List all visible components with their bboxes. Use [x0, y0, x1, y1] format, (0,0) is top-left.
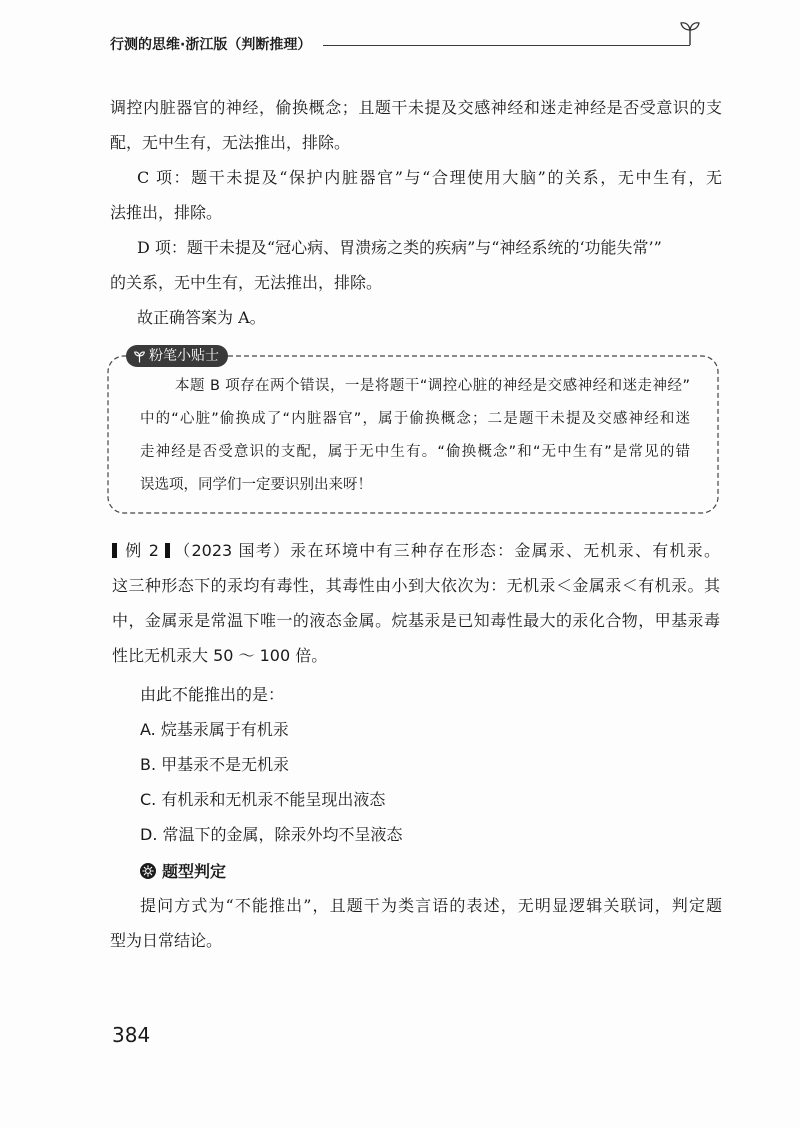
- text-line: 汞在环境中有三种存在形态：金属汞、无机汞、有机汞。: [290, 541, 720, 560]
- analysis-paragraph-option-c: [110, 160, 722, 230]
- running-header: 行测的思维·浙江版（判断推理）: [110, 37, 312, 53]
- option-c: C. 有机汞和无机汞不能呈现出液态: [140, 790, 386, 809]
- answer-analysis: [110, 90, 722, 335]
- example-first-line: [112, 533, 720, 568]
- header-rule: [323, 45, 690, 46]
- page-number: 384: [112, 1023, 151, 1047]
- tip-line: 中的“心脏”偷换成了“内脏器官”，属于偷换概念；二是题干未提及交感神经和迷: [140, 411, 690, 427]
- question-and-options: [140, 677, 403, 852]
- example-source: （2023 国考）: [172, 541, 291, 560]
- text-line: 故正确答案为 A。: [137, 308, 266, 327]
- analysis-paragraph-option-d: [110, 230, 722, 300]
- question-type-analysis: [110, 888, 722, 958]
- tip-label: [126, 345, 228, 367]
- sun-icon: [140, 863, 156, 879]
- question-prompt: 由此不能推出的是：: [140, 685, 285, 704]
- option-a: A. 烷基汞属于有机汞: [140, 720, 289, 739]
- text-line: C 项：题干未提及“保护内脏器官”与“合理使用大脑”的关系，无中生有，无: [137, 168, 722, 187]
- text-line: 性比无机汞大 50 ～ 100 倍。: [112, 646, 328, 665]
- tip-content: [140, 370, 690, 502]
- text-line: 调控内脏器官的神经，偷换概念；且题干未提及交感神经和迷走神经是否受意识的支: [110, 98, 722, 117]
- text-line: 提问方式为“不能推出”，且题干为类言语的表述，无明显逻辑关联词，判定题: [140, 896, 722, 915]
- example-bracket-right: [165, 543, 170, 558]
- text-line: 法推出，排除。: [110, 203, 223, 222]
- section-heading-text: 题型判定: [162, 862, 227, 881]
- example-stem: [112, 533, 720, 673]
- section-heading: [140, 853, 226, 888]
- option-d: D. 常温下的金属，除汞外均不呈液态: [140, 825, 403, 844]
- example-tag: 例 2: [124, 541, 159, 560]
- tip-line: 误选项，同学们一定要识别出来呀！: [140, 477, 372, 493]
- correct-answer: [110, 300, 722, 335]
- analysis-paragraph: [110, 90, 722, 160]
- option-b: B. 甲基汞不是无机汞: [140, 755, 290, 774]
- example-bracket-left: [112, 543, 117, 558]
- text-line: 这三种形态下的汞均有毒性，其毒性由小到大依次为：无机汞＜金属汞＜有机汞。其: [112, 576, 720, 595]
- text-line: 配，无中生有，无法推出，排除。: [110, 133, 351, 152]
- sprout-icon: [133, 350, 146, 363]
- tip-line: 走神经是否受意识的支配，属于无中生有。“偷换概念”和“无中生有”是常见的错: [140, 444, 690, 460]
- tip-line: 本题 B 项存在两个错误，一是将题干“调控心脏的神经是交感神经和迷走神经”: [175, 378, 690, 394]
- tip-label-text: 粉笔小贴士: [149, 348, 219, 364]
- text-line: D 项：题干未提及“冠心病、胃溃疡之类的疾病”与“神经系统的‘功能失常’”: [137, 238, 662, 257]
- text-line: 的关系，无中生有，无法推出，排除。: [110, 273, 383, 292]
- text-line: 中，金属汞是常温下唯一的液态金属。烷基汞是已知毒性最大的汞化合物，甲基汞毒: [112, 611, 720, 630]
- sprout-icon: [678, 16, 702, 46]
- text-line: 型为日常结论。: [110, 931, 223, 950]
